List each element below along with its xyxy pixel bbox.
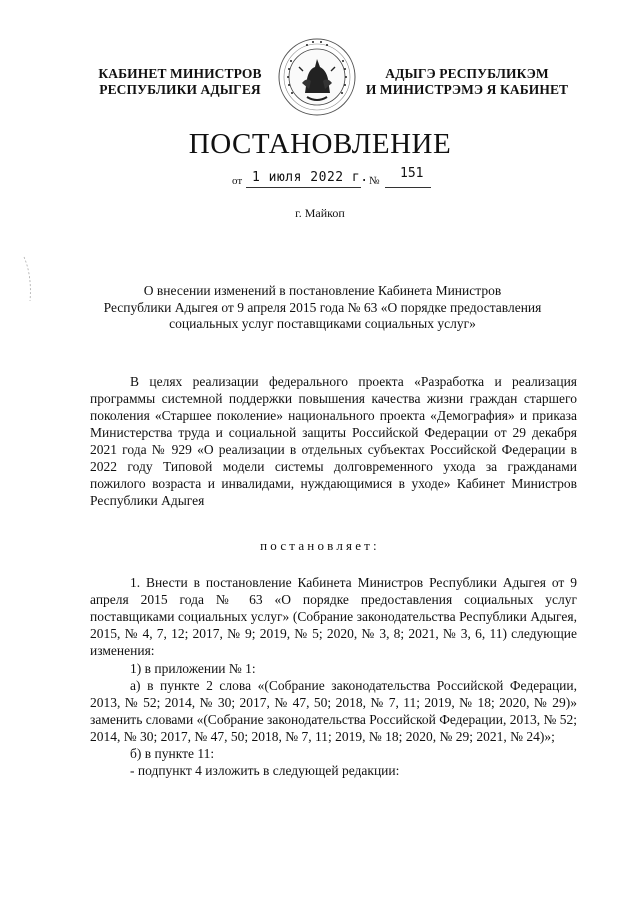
document-title: ПОСТАНОВЛЕНИЕ <box>188 128 452 160</box>
document-date: 1 июля 2022 г. <box>252 170 369 185</box>
header-left <box>95 66 265 98</box>
from-label: от <box>232 175 243 187</box>
item-a: а) в пункте 2 слова «(Собрание законодательства Российской Федерации, 2013, № 52; 2014, № 30; 2017, № 47, 50; 2018, № 7, 11; 2019, № 18; 2020, № 29)» заменить словами «(Собрание законодательства Российской Федерации, 2013, № 52; 2014, № 30; 2017, № 47, 50; 2018, № 7, 11; 2019, № 18; 2020, № 29; 2021, № 24)»; <box>90 678 577 744</box>
header-right-line-1: АДЫГЭ РЕСПУБЛИКЭМ <box>385 66 549 81</box>
header-right <box>362 66 572 98</box>
subject-line-3: социальных услуг поставщиками социальных услуг» <box>169 316 476 331</box>
number-underline <box>385 187 431 188</box>
item-b: б) в пункте 11: <box>130 746 215 761</box>
item-1: 1) в приложении № 1: <box>130 661 256 676</box>
amendment-items <box>90 660 577 779</box>
date-number-line <box>232 166 432 190</box>
header-left-line-1: КАБИНЕТ МИНИСТРОВ <box>98 66 262 81</box>
header-left-line-2: РЕСПУБЛИКИ АДЫГЕЯ <box>99 82 261 97</box>
margin-mark-icon <box>20 255 36 305</box>
preamble-paragraph: В целях реализации федерального проекта «Разработка и реализация программы системной поддержки повышения качества жизни граждан старшего поколения «Старшее поколение» национального проекта «Демография» и приказа Министерства труда и социальной защиты Российской Федерации от 29 декабря 2021 года № 929 «О реализации в отдельных субъектах Российской Федерации в 2022 году Типовой модели системы долговременного ухода за гражданами пожилого возраста и инвалидами, нуждающимися в уходе» Кабинет Министров Республики Адыгея <box>90 374 577 508</box>
coat-of-arms-icon <box>277 37 357 117</box>
subject-line-1: О внесении изменений в постановление Кабинета Министров <box>143 283 502 298</box>
paragraph-1: 1. Внести в постановление Кабинета Министров Республики Адыгея от 9 апреля 2015 года № 63 «О порядке предоставления социальных услуг поставщиками социальных услуг» (Собрание законодательства Республики Адыгея, 2015, № 4, 7, 12; 2017, № 9; 2019, № 5; 2020, № 3, 8; 2021, № 3, 6, 11) следующие изменения: <box>90 575 577 658</box>
number-label: № <box>369 175 380 187</box>
date-underline <box>246 187 361 188</box>
item-subpoint-4: - подпункт 4 изложить в следующей редакции: <box>130 763 400 778</box>
document-number: 151 <box>400 166 424 181</box>
document-subject <box>95 283 550 333</box>
decree-word: постановляет: <box>260 538 380 553</box>
header-right-line-2: И МИНИСТРЭМЭ Я КАБИНЕТ <box>365 82 569 97</box>
subject-line-2: Республики Адыгея от 9 апреля 2015 года № 63 «О порядке предоставления <box>103 299 542 315</box>
city: г. Майкоп <box>295 206 345 220</box>
